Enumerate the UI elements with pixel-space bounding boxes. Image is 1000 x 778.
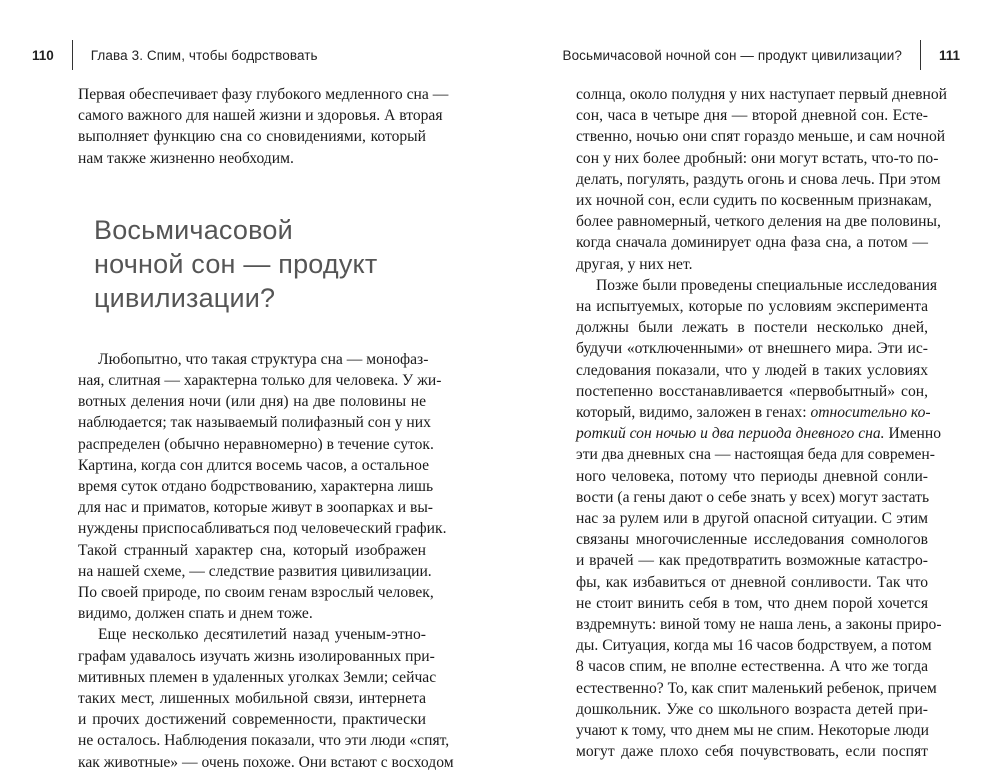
text-line: следования показали, что у людей в таких условиях xyxy=(576,361,928,379)
text-line: По своей природе, по своим генам взрослый человек, xyxy=(78,584,434,602)
text-line: самого важного для нашей жизни и здоровья. А вторая xyxy=(78,107,443,125)
left-page-body xyxy=(78,84,454,773)
text-line: выполняет функцию сна со сновидениями, который xyxy=(78,128,426,146)
text-segment: который, видимо, заложен в генах: xyxy=(576,404,811,422)
running-title: Глава 3. Спим, чтобы бодрствовать xyxy=(90,47,318,63)
text-line: нуждены приспосабливаться под человеческий график. xyxy=(78,520,447,538)
text-line: Еще несколько десятилетий назад ученым-этно- xyxy=(98,626,426,644)
text-line: не стоит винить себя в том, что днем порой хочется xyxy=(576,594,928,612)
heading-line: Восьмичасовой xyxy=(94,214,293,245)
text-line: ного человека, потому что периоды дневной сонли- xyxy=(576,467,928,485)
text-line: и прочих достижений современности, практически xyxy=(78,711,426,729)
text-line: солнца, около полудня у них наступает первый дневной xyxy=(576,86,948,103)
text-line: другая, у них нет. xyxy=(576,255,693,273)
right-page xyxy=(500,0,1000,778)
header-divider xyxy=(72,40,73,70)
running-title: Восьмичасовой ночной сон — продукт цивилизации? xyxy=(562,47,902,63)
text-line: митивных племен в удаленных уголках Земли; сейчас xyxy=(78,668,437,686)
italic-segment: роткий сон ночью и два периода дневного сна. xyxy=(576,425,885,443)
intro-paragraph xyxy=(78,84,449,169)
text-line: ственно, ночью они спят гораздо меньше, и сам ночной xyxy=(576,128,946,146)
text-line: должны были лежать в постели несколько дней, xyxy=(576,319,928,337)
text-line: вотных деления ночи (или дня) на две половины не xyxy=(78,393,426,411)
text-line: для нас и приматов, которые живут в зоопарках и вы- xyxy=(78,499,434,517)
text-line-mixed xyxy=(576,402,931,423)
text-line: Картина, когда сон длится восемь часов, а остальное xyxy=(78,456,430,474)
text-line: связаны многочисленные исследования сомнологов xyxy=(576,531,928,549)
text-line: 8 часов спим, не вполне естественна. А что же тогда xyxy=(576,658,928,676)
right-page-header xyxy=(562,38,960,72)
text-line: постепенно восстанавливается «первобытный» сон, xyxy=(576,382,928,400)
text-line: Любопытно, что такая структура сна — монофаз- xyxy=(98,350,429,368)
paragraph xyxy=(576,84,948,275)
text-line: более равномерный, четкого деления на две половины, xyxy=(576,213,941,231)
section-heading xyxy=(94,213,426,315)
text-line: сон, часа в четыре дня — второй дневной сон. Есте- xyxy=(576,107,928,125)
text-line: дошкольник. Уже со школьного возраста детей при- xyxy=(576,700,928,718)
paragraph xyxy=(78,624,454,772)
text-line: на испытуемых, которые по условиям эксперимента xyxy=(576,298,928,316)
text-line: Такой странный характер сна, который изображен xyxy=(78,541,426,559)
text-segment: Именно xyxy=(884,425,942,443)
text-line: нас за рулем или в другой опасной ситуации. С этим xyxy=(576,510,928,528)
text-line: когда сначала доминирует одна фаза сна, а потом — xyxy=(576,234,928,252)
heading-line: цивилизации? xyxy=(94,282,276,313)
text-line: время суток отдано бодрствованию, характерна лишь xyxy=(78,478,434,496)
right-page-body xyxy=(576,84,948,763)
text-line: естественно? То, как спит маленький ребенок, причем xyxy=(576,679,937,697)
text-line: как животные» — очень похоже. Они встают с восходом xyxy=(78,753,454,771)
text-line: Первая обеспечивает фазу глубокого медленного сна — xyxy=(78,86,449,103)
text-line: учают к тому, что днем мы не спим. Некоторые люди xyxy=(576,722,929,740)
text-line: вздремнуть: виной тому не наша лень, а законы приро- xyxy=(576,616,942,634)
text-line: графам удавалось изучать жизнь изолированных при- xyxy=(78,647,435,665)
text-line: делать, погулять, раздуть огонь и снова лечь. При этом xyxy=(576,170,941,188)
text-line: ная, слитная — характерна только для человека. У жи- xyxy=(78,372,442,390)
page-number: 111 xyxy=(938,47,960,63)
text-line: вости (а гены дают о себе знать у всех) могут застать xyxy=(576,488,930,506)
text-line: таких мест, лишенных мобильной связи, интернета xyxy=(78,690,426,708)
paragraph xyxy=(576,275,942,763)
text-line: наблюдается; так называемый полифазный сон у них xyxy=(78,414,431,432)
heading-line: ночной сон — продукт xyxy=(94,248,378,279)
text-line: и врачей — как предотвратить возможные катастро- xyxy=(576,552,928,570)
italic-segment: относительно ко- xyxy=(810,404,931,422)
text-line: Позже были проведены специальные исследования xyxy=(596,276,938,294)
text-line: нам также жизненно необходим. xyxy=(78,149,294,167)
page-number: 110 xyxy=(32,47,54,63)
text-line: будучи «отключенными» от внешнего мира. Эти ис- xyxy=(576,340,928,358)
paragraph xyxy=(78,349,447,625)
text-line: на нашей схеме, — следствие развития цивилизации. xyxy=(78,562,432,580)
text-line-mixed xyxy=(576,423,942,444)
text-line: эти два дневных сна — настоящая беда для современ- xyxy=(576,446,935,464)
left-page-header xyxy=(32,38,318,72)
text-line: ды. Ситуация, когда мы 16 часов бодрствуем, а потом xyxy=(576,637,932,655)
text-line: могут даже плохо себя почувствовать, если поспят xyxy=(576,743,928,761)
text-line: их ночной сон, если судить по косвенным признакам, xyxy=(576,192,932,210)
text-line: не осталось. Наблюдения показали, что эти люди «спят, xyxy=(78,732,450,750)
text-line: видимо, должен спать и днем тоже. xyxy=(78,605,313,623)
header-divider xyxy=(920,40,921,70)
text-line: сон у них более дробный: они могут встать, что-то по- xyxy=(576,149,939,167)
text-line: распределен (обычно неравномерно) в течение суток. xyxy=(78,435,434,453)
text-line: фы, как избавиться от дневной сонливости. Так что xyxy=(576,573,928,591)
